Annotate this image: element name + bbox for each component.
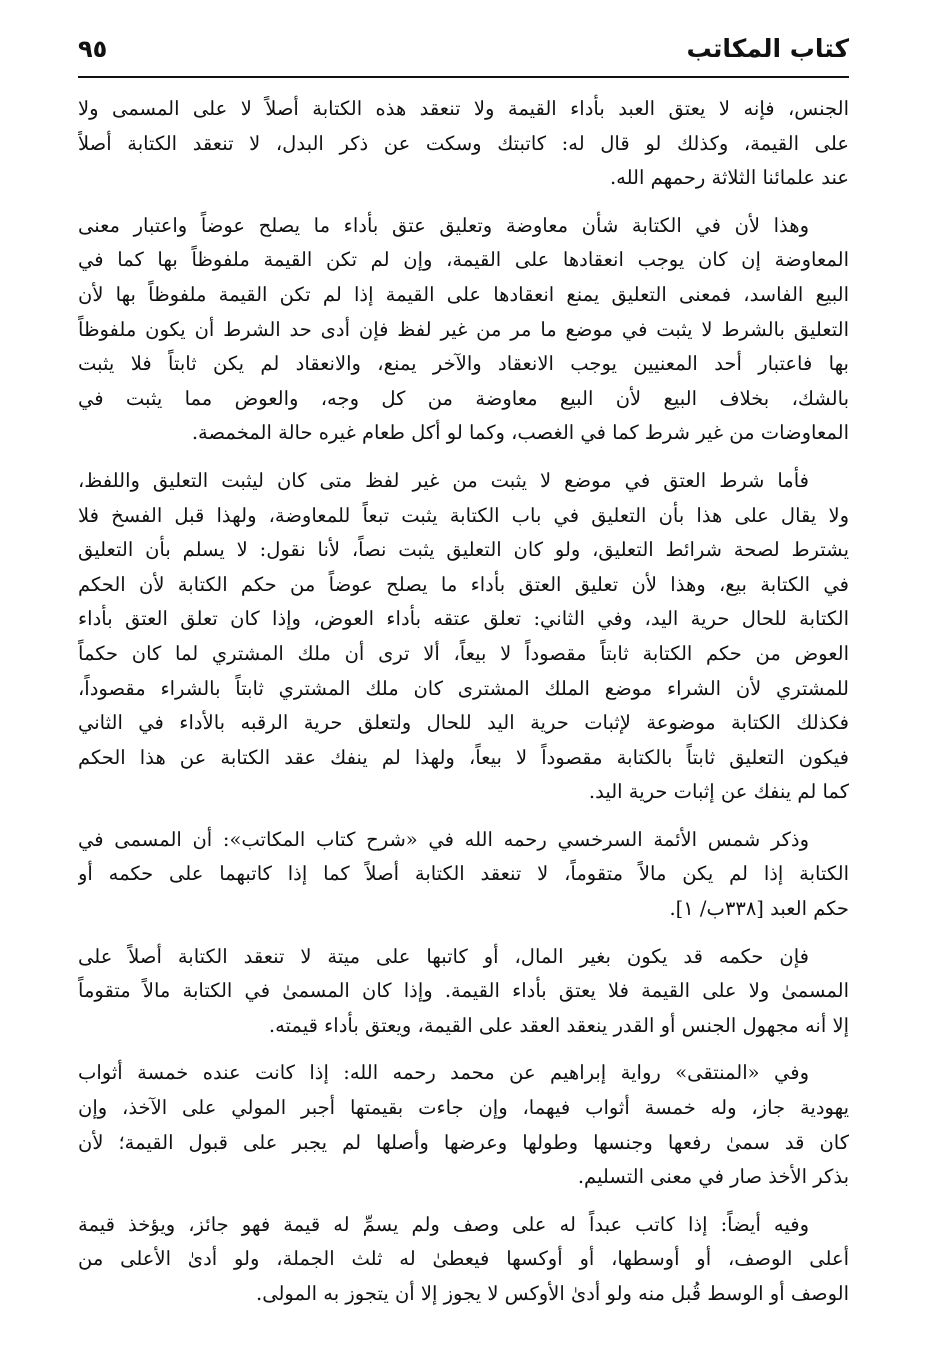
- page-header: [78, 30, 849, 72]
- text-line: وفيه أيضاً: إذا كاتب عبداً له على وصف ولم يسمِّ له قيمة فهو جائز، ويؤخذ قيمة: [78, 1212, 809, 1236]
- text-line: المعاوضة إن كان يوجب انعقادها على القيمة، وإن لم تكن القيمة ملفوظاً بها كما في: [78, 248, 849, 272]
- text-line: الوصف أو الوسط قُبل منه ولو أدىٰ الأوكس لا يجوز إلا أن يتجوز به المولى.: [256, 1282, 849, 1305]
- text-line: بذكر الأخذ صار في معنى التسليم.: [577, 1165, 849, 1189]
- paragraph: [78, 92, 849, 196]
- paragraph: [78, 1056, 849, 1194]
- paragraph: [78, 209, 849, 451]
- text-line: المعاوضات من غير شرط كما في الغصب، وكما لو أكل طعام غيره حالة المخمصة.: [191, 421, 849, 445]
- text-line: فكذلك الكتابة موضوعة لإثبات حرية اليد للحال ولتعلق حرية الرقبه بالأداء في الثاني: [78, 711, 849, 735]
- running-title: كتاب المكاتب: [686, 34, 849, 63]
- text-line: بها فاعتبار أحد المعنيين يوجب الانعقاد والآخر يمنع، والانعقاد لم يكن ثابتاً فلا يثبت: [78, 352, 849, 376]
- paragraph: [78, 464, 849, 810]
- text-line: يهودية جاز، وله خمسة أثواب فيهما، وإن جاءت بقيمتها أجبر المولي على الآخذ، وإن: [78, 1096, 849, 1120]
- paragraph: [78, 940, 849, 1044]
- text-line: المسمىٰ ولا على القيمة فلا يعتق بأداء القيمة. وإذا كان المسمىٰ في الكتابة مالاً متقوماً: [78, 979, 849, 1003]
- page-number: ٩٥: [78, 35, 108, 63]
- text-line: فأما شرط العتق في موضع لا يثبت من غير لفظ متى كان ليثبت التعليق واللفظ،: [78, 468, 809, 492]
- text-line: كان قد سمىٰ رفعها وجنسها وطولها وعرضها وأصلها لم يجبر على قبول القيمة؛ لأن: [78, 1130, 849, 1154]
- text-line: وهذا لأن في الكتابة شأن معاوضة وتعليق عتق بأداء ما يصلح عوضاً واعتبار معنى: [78, 213, 809, 237]
- text-line: وفي «المنتقى» رواية إبراهيم عن محمد رحمه الله: إذا كانت عنده خمسة أثواب: [78, 1061, 809, 1085]
- text-line: ولا يقال على هذا بأن التعليق في باب الكتابة يثبت تبعاً للمعاوضة، ولهذا قبل الفسخ فلا: [78, 503, 849, 527]
- header-divider: [78, 76, 849, 78]
- text-line: عند علمائنا الثلاثة رحمهم الله.: [609, 166, 849, 190]
- text-line: في الكتابة بيع، وهذا لأن تعليق العتق بأداء ما يصلح عوضاً من حكم الكتابة لأن الحكم: [78, 572, 849, 596]
- text-line: للمشتري لأن الشراء موضع الملك المشترى كان ملك المشتري ثابتاً بالشراء مقصوداً،: [78, 676, 849, 700]
- paragraph: [78, 823, 849, 927]
- body-text: [78, 92, 849, 1342]
- text-line: العوض من حكم الكتابة ثابتاً مقصوداً لا بيعاً، ألا ترى أن ملك المشتري لما كان حكماً: [78, 641, 849, 665]
- text-line: الكتابة إذا لم يكن مالاً متقوماً، لا تنعقد الكتابة أصلاً كما إذا كاتبهما على حكمه أو: [78, 862, 849, 886]
- text-line: فإن حكمه قد يكون بغير المال، أو كاتبها على ميتة لا تنعقد الكتابة أصلاً على: [78, 944, 809, 968]
- text-line: فيكون التعليق ثابتاً بالكتابة مقصوداً لا بيعاً، ولهذا لم ينفك عقد الكتابة عن هذا الحكم: [78, 745, 849, 769]
- text-line: الكتابة للحال حرية اليد، وفي الثاني: تعلق عتقه بأداء العوض، وإذا كان تعلق العتق بأداء: [78, 607, 849, 631]
- text-line: أعلى الوصف، أو أوسطها، أو أوكسها فيعطىٰ له ثلث الجملة، ولو أدىٰ الأعلى من: [78, 1247, 849, 1271]
- paragraph: [78, 1208, 849, 1312]
- text-line: كما لم ينفك عن إثبات حرية اليد.: [588, 780, 849, 804]
- text-line: الجنس، فإنه لا يعتق العبد بأداء القيمة ولا تنعقد هذه الكتابة أصلاً لا على المسمى ولا: [78, 97, 849, 120]
- text-line: يشترط لصحة شرائط التعليق، ولو كان التعليق يثبت نصاً، لأنا نقول: لا يسلم بأن التعليق: [78, 538, 849, 562]
- text-line: البيع الفاسد، فمعنى التعليق يمنع انعقادها على القيمة إذا لم تكن القيمة ملفوظاً بها لأن: [78, 282, 849, 306]
- text-line: حكم العبد [٣٣٨ب/ ١].: [669, 897, 849, 921]
- text-line: وذكر شمس الأئمة السرخسي رحمه الله في «شرح كتاب المكاتب»: أن المسمى في: [78, 827, 809, 851]
- text-line: إلا أنه مجهول الجنس أو القدر ينعقد العقد على القيمة، ويعتق بأداء قيمته.: [268, 1013, 849, 1037]
- text-line: بالشك، بخلاف البيع لأن البيع معاوضة من كل وجه، والعوض مما يثبت في: [78, 386, 849, 410]
- text-line: على القيمة، وكذلك لو قال له: كاتبتك وسكت عن ذكر البدل، لا تنعقد الكتابة أصلاً: [78, 131, 849, 155]
- text-line: التعليق بالشرط لا يثبت في موضع ما مر من غير لفظ فإن أدى حد الشرط أن يكون ملفوظاً: [78, 317, 849, 341]
